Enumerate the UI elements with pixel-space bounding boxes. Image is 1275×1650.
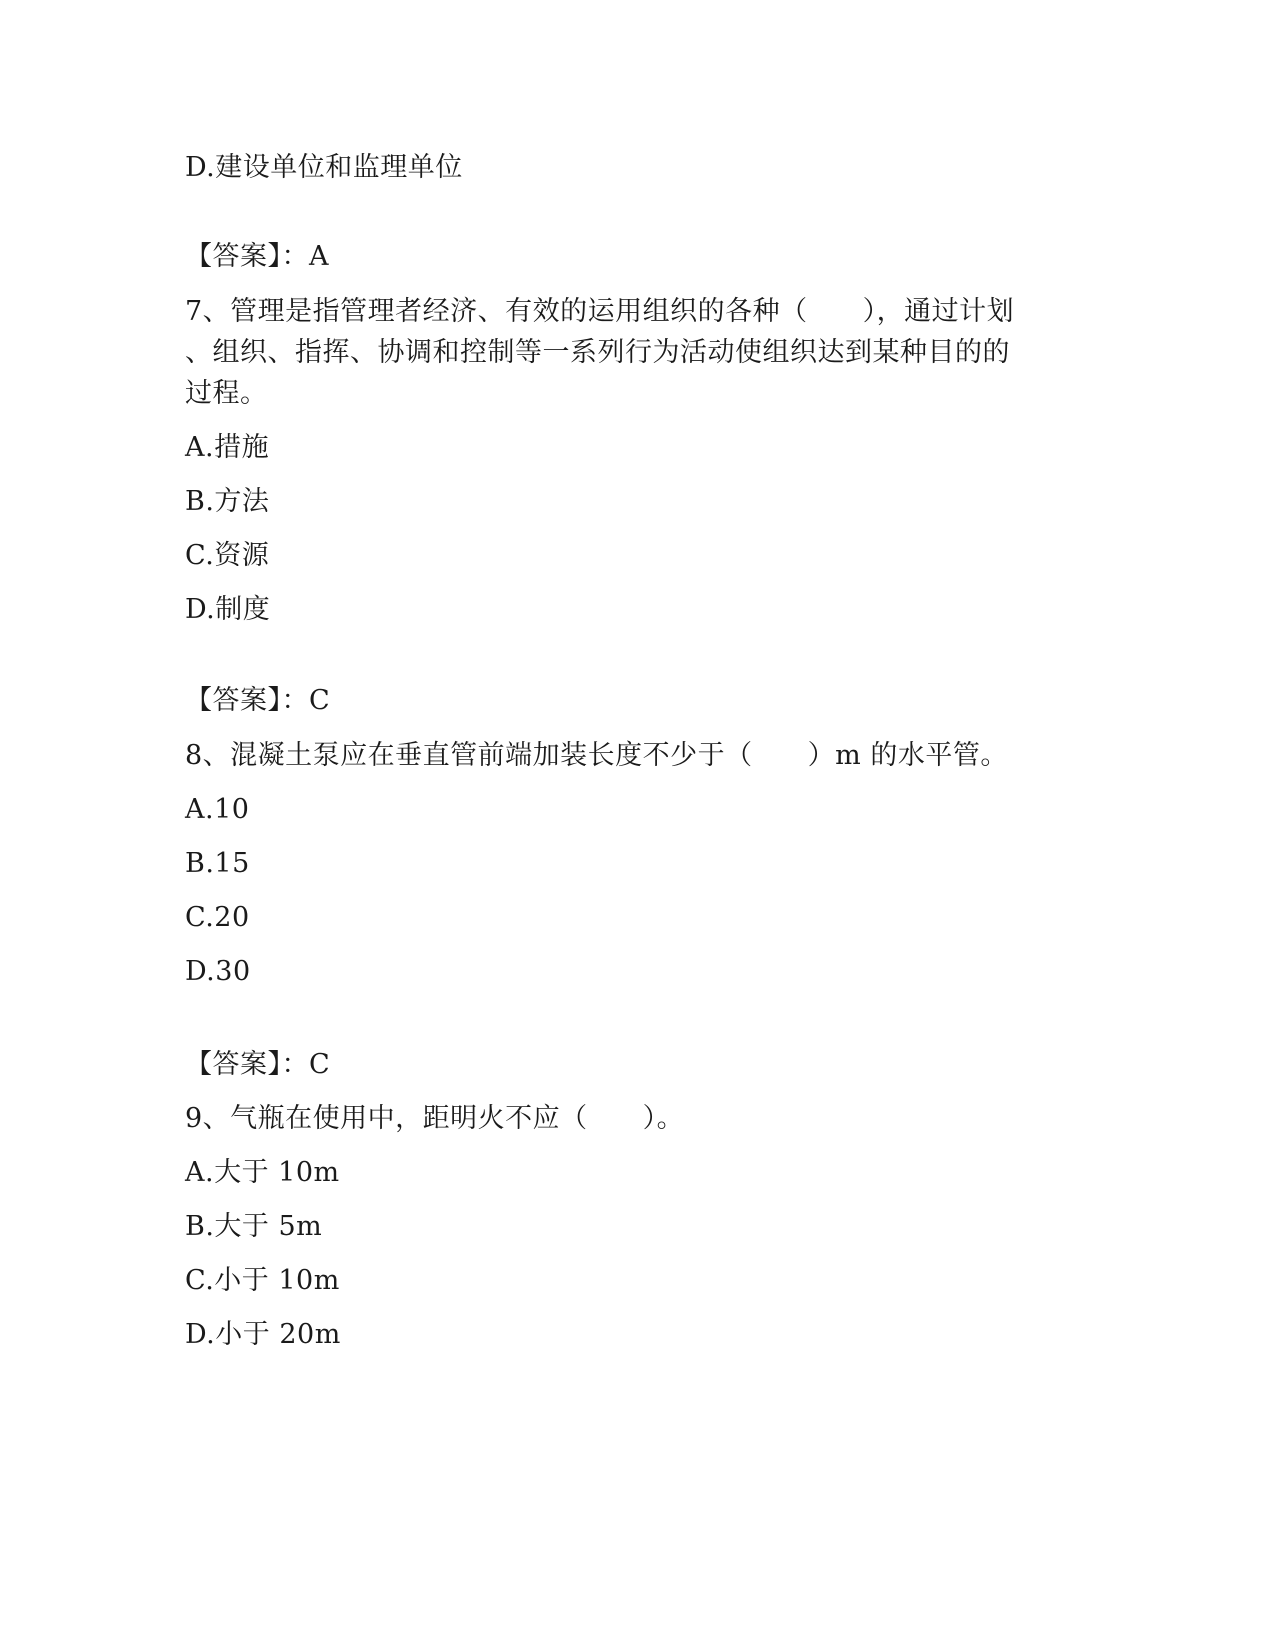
q7-stem-line-2: 、组织、指挥、协调和控制等一系列行为活动使组织达到某种目的的 bbox=[185, 337, 1010, 368]
q8-option-a: A.10 bbox=[185, 794, 250, 825]
q7-option-c: C.资源 bbox=[185, 540, 270, 571]
q9-option-d: D.小于 20m bbox=[185, 1319, 341, 1350]
q8-option-b: B.15 bbox=[185, 848, 250, 879]
prev-question-answer: 【答案】：A bbox=[185, 241, 329, 272]
prev-question-option-d: D.建设单位和监理单位 bbox=[185, 152, 463, 183]
q7-stem-line-3: 过程。 bbox=[185, 378, 268, 409]
q9-option-c: C.小于 10m bbox=[185, 1265, 340, 1296]
q8-answer: 【答案】：C bbox=[185, 1049, 331, 1080]
q7-answer: 【答案】：C bbox=[185, 685, 331, 716]
q9-stem: 9、气瓶在使用中，距明火不应（ ）。 bbox=[185, 1103, 685, 1134]
q7-stem-line-1: 7、管理是指管理者经济、有效的运用组织的各种（ ），通过计划 bbox=[185, 296, 1015, 327]
q9-option-b: B.大于 5m bbox=[185, 1211, 323, 1242]
q8-option-c: C.20 bbox=[185, 902, 250, 933]
q7-option-b: B.方法 bbox=[185, 486, 270, 517]
q7-option-a: A.措施 bbox=[185, 432, 270, 463]
q7-option-d: D.制度 bbox=[185, 594, 271, 625]
q9-option-a: A.大于 10m bbox=[185, 1157, 340, 1188]
q8-option-d: D.30 bbox=[185, 956, 251, 987]
q8-stem: 8、混凝土泵应在垂直管前端加装长度不少于（ ）m 的水平管。 bbox=[185, 740, 1008, 771]
